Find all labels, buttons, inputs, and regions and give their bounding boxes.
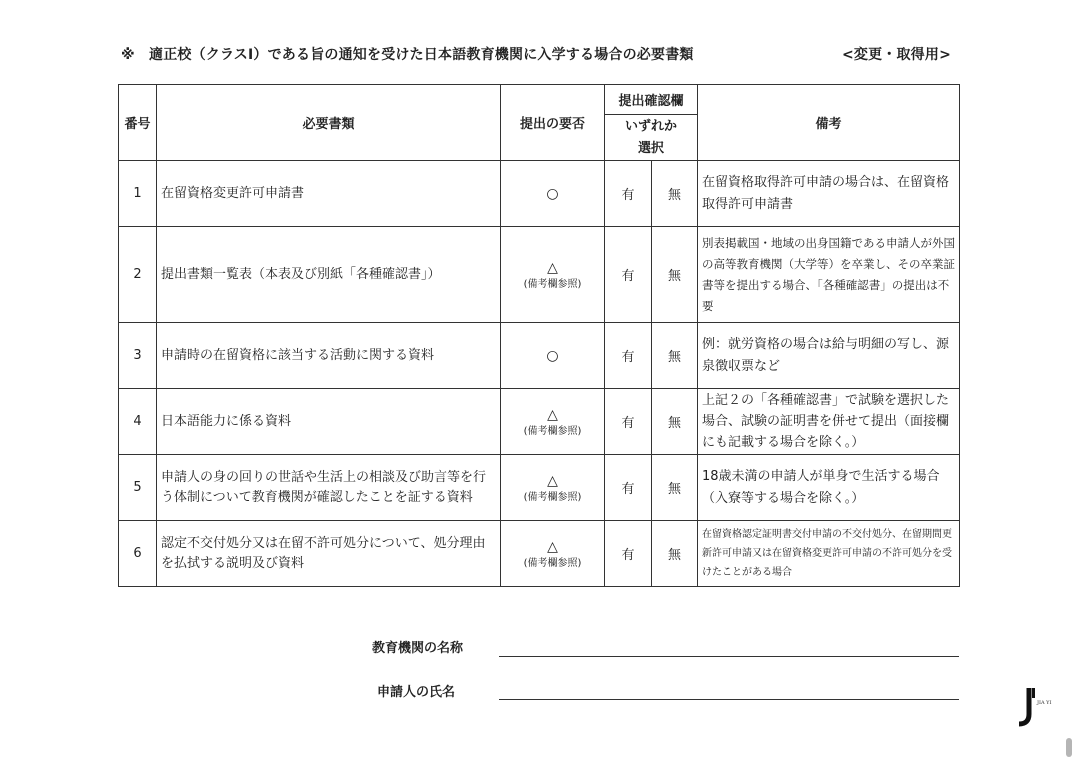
table-row: [119, 521, 960, 587]
row-document: 在留資格変更許可申請書: [157, 161, 501, 227]
institution-name-field[interactable]: [499, 656, 959, 657]
required-symbol: ○: [546, 347, 559, 364]
yes-option[interactable]: 有: [605, 227, 652, 323]
table-row: [119, 389, 960, 455]
yes-option[interactable]: 有: [605, 161, 652, 227]
row-remarks: 在留資格認定証明書交付申請の不交付処分、在留期間更新許可申請又は在留資格変更許可申請の不許可処分を受けたことがある場合: [698, 521, 960, 587]
row-number: 1: [119, 161, 157, 227]
yes-option[interactable]: 有: [605, 323, 652, 389]
required-symbol: △: [547, 538, 558, 555]
table-row: [119, 323, 960, 389]
required-symbol: △: [547, 406, 558, 423]
applicant-name-field[interactable]: [499, 699, 959, 700]
no-option[interactable]: 無: [652, 455, 698, 521]
table-row: [119, 161, 960, 227]
required-note: (備考欄参照): [523, 491, 582, 503]
row-document: 提出書類一覧表（本表及び別紙「各種確認書」）: [157, 227, 501, 323]
no-option[interactable]: 無: [652, 161, 698, 227]
header-check-select: いずれか選択: [605, 115, 698, 161]
header-required: 提出の要否: [501, 85, 605, 161]
row-document: 日本語能力に係る資料: [157, 389, 501, 455]
required-symbol: ○: [546, 185, 559, 202]
brand-logo: [1015, 686, 1063, 728]
row-required: [501, 389, 605, 455]
required-note: (備考欄参照): [523, 425, 582, 437]
logo-icon: [1015, 686, 1063, 728]
header-documents: 必要書類: [157, 85, 501, 161]
required-note: (備考欄参照): [523, 278, 582, 290]
row-document: 申請人の身の回りの世話や生活上の相談及び助言等を行う体制について教育機関が確認したことを証する資料: [157, 455, 501, 521]
no-option[interactable]: 無: [652, 521, 698, 587]
page-title: [121, 44, 961, 64]
institution-name-label: 教育機関の名称: [371, 641, 463, 656]
logo-text: JIA YI: [1037, 700, 1052, 706]
row-required: [501, 521, 605, 587]
no-option[interactable]: 無: [652, 227, 698, 323]
row-remarks: 別表掲載国・地域の出身国籍である申請人が外国の高等教育機関（大学等）を卒業し、その卒業証書等を提出する場合、「各種確認書」の提出は不要: [698, 227, 960, 323]
row-document: 申請時の在留資格に該当する活動に関する資料: [157, 323, 501, 389]
title-type: <変更・取得用>: [841, 47, 951, 63]
row-remarks: 上記２の「各種確認書」で試験を選択した場合、試験の証明書を併せて提出（面接欄にも記載する場合を除く。）: [698, 389, 960, 455]
row-required: [501, 227, 605, 323]
scrollbar[interactable]: [1066, 738, 1072, 757]
required-symbol: △: [547, 472, 558, 489]
row-remarks: 在留資格取得許可申請の場合は、在留資格取得許可申請書: [698, 161, 960, 227]
yes-option[interactable]: 有: [605, 389, 652, 455]
title-text: ※ 適正校（クラスⅠ）である旨の通知を受けた日本語教育機関に入学する場合の必要書類: [121, 47, 694, 63]
yes-option[interactable]: 有: [605, 455, 652, 521]
header-remarks: 備考: [698, 85, 960, 161]
row-required: [501, 161, 605, 227]
required-note: (備考欄参照): [523, 557, 582, 569]
row-number: 4: [119, 389, 157, 455]
row-number: 5: [119, 455, 157, 521]
row-number: 6: [119, 521, 157, 587]
row-required: [501, 455, 605, 521]
table-row: [119, 455, 960, 521]
row-document: 認定不交付処分又は在留不許可処分について、処分理由を払拭する説明及び資料: [157, 521, 501, 587]
header-check-group: 提出確認欄: [605, 85, 698, 115]
applicant-name-label: 申請人の氏名: [376, 685, 455, 700]
table-row: [119, 227, 960, 323]
row-remarks: 18歳未満の申請人が単身で生活する場合（入寮等する場合を除く。）: [698, 455, 960, 521]
header-number: 番号: [119, 85, 157, 161]
documents-table: [118, 84, 960, 587]
yes-option[interactable]: 有: [605, 521, 652, 587]
row-remarks: 例：就労資格の場合は給与明細の写し、源泉徴収票など: [698, 323, 960, 389]
row-required: [501, 323, 605, 389]
required-symbol: △: [547, 259, 558, 276]
no-option[interactable]: 無: [652, 389, 698, 455]
no-option[interactable]: 無: [652, 323, 698, 389]
row-number: 3: [119, 323, 157, 389]
row-number: 2: [119, 227, 157, 323]
